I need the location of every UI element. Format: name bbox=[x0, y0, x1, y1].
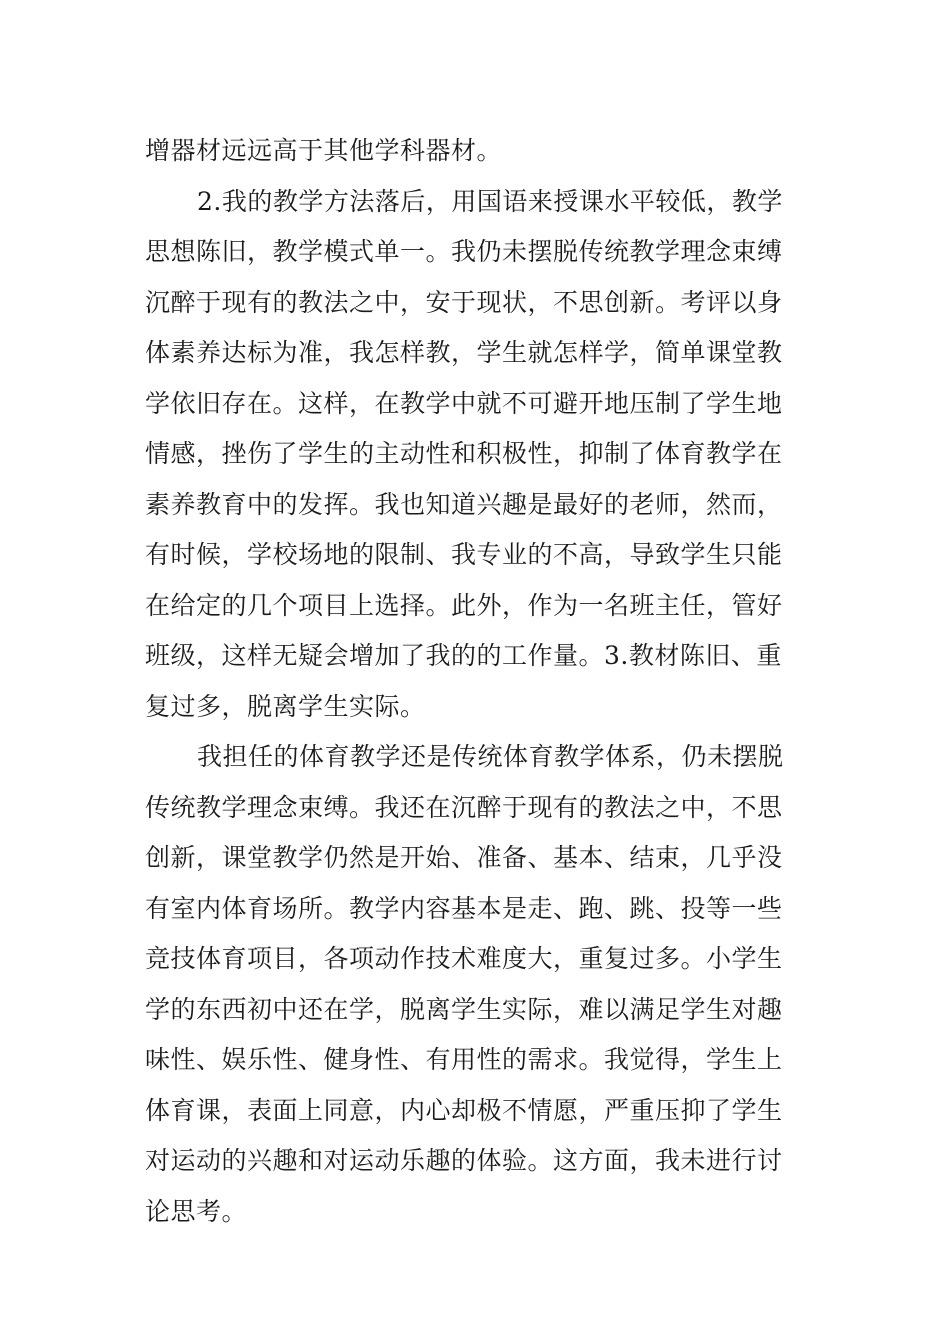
text-line: 沉醉于现有的教法之中，安于现状，不思创新。考评以身 bbox=[145, 287, 783, 317]
text-line: 体育课，表面上同意，内心却极不情愿，严重压抑了学生 bbox=[145, 1095, 783, 1125]
text-line: 学的东西初中还在学，脱离学生实际，难以满足学生对趣 bbox=[145, 994, 783, 1024]
text-line: 有时候，学校场地的限制、我专业的不高，导致学生只能 bbox=[145, 540, 783, 569]
text-line: 情感，挫伤了学生的主动性和积极性，抑制了体育教学在 bbox=[145, 439, 783, 468]
text-line: 思想陈旧，教学模式单一。我仍未摆脱传统教学理念束缚 bbox=[145, 237, 783, 266]
text-line: 我担任的体育教学还是传统体育教学体系，仍未摆脱 bbox=[197, 742, 784, 771]
text-line: 增器材远远高于其他学科器材。 bbox=[145, 136, 503, 165]
text-line: 班级，这样无疑会增加了我的的工作量。3.教材陈旧、重 bbox=[145, 641, 782, 670]
text-line: 学依旧存在。这样，在教学中就不可避开地压制了学生地 bbox=[145, 388, 783, 418]
text-line: 在给定的几个项目上选择。此外，作为一名班主任，管好 bbox=[145, 590, 783, 620]
body-text bbox=[145, 126, 810, 1237]
text-line: 2.我的教学方法落后，用国语来授课水平较低，教学 bbox=[197, 186, 783, 216]
text-line: 体素养达标为准，我怎样教，学生就怎样学，简单课堂教 bbox=[145, 338, 783, 367]
text-line: 对运动的兴趣和对运动乐趣的体验。这方面，我未进行讨 bbox=[145, 1146, 783, 1175]
text-line: 素养教育中的发挥。我也知道兴趣是最好的老师，然而， bbox=[145, 489, 783, 519]
text-line: 味性、娱乐性、健身性、有用性的需求。我觉得，学生上 bbox=[145, 1045, 783, 1074]
text-line: 有室内体育场所。教学内容基本是走、跑、跳、投等一些 bbox=[145, 893, 783, 923]
text-line: 创新，课堂教学仍然是开始、准备、基本、结束，几乎没 bbox=[145, 843, 783, 872]
text-line: 论思考。 bbox=[145, 1196, 248, 1226]
text-line: 竞技体育项目，各项动作技术难度大，重复过多。小学生 bbox=[145, 944, 783, 973]
text-line: 复过多，脱离学生实际。 bbox=[145, 691, 426, 721]
text-line: 传统教学理念束缚。我还在沉醉于现有的教法之中，不思 bbox=[145, 792, 783, 822]
